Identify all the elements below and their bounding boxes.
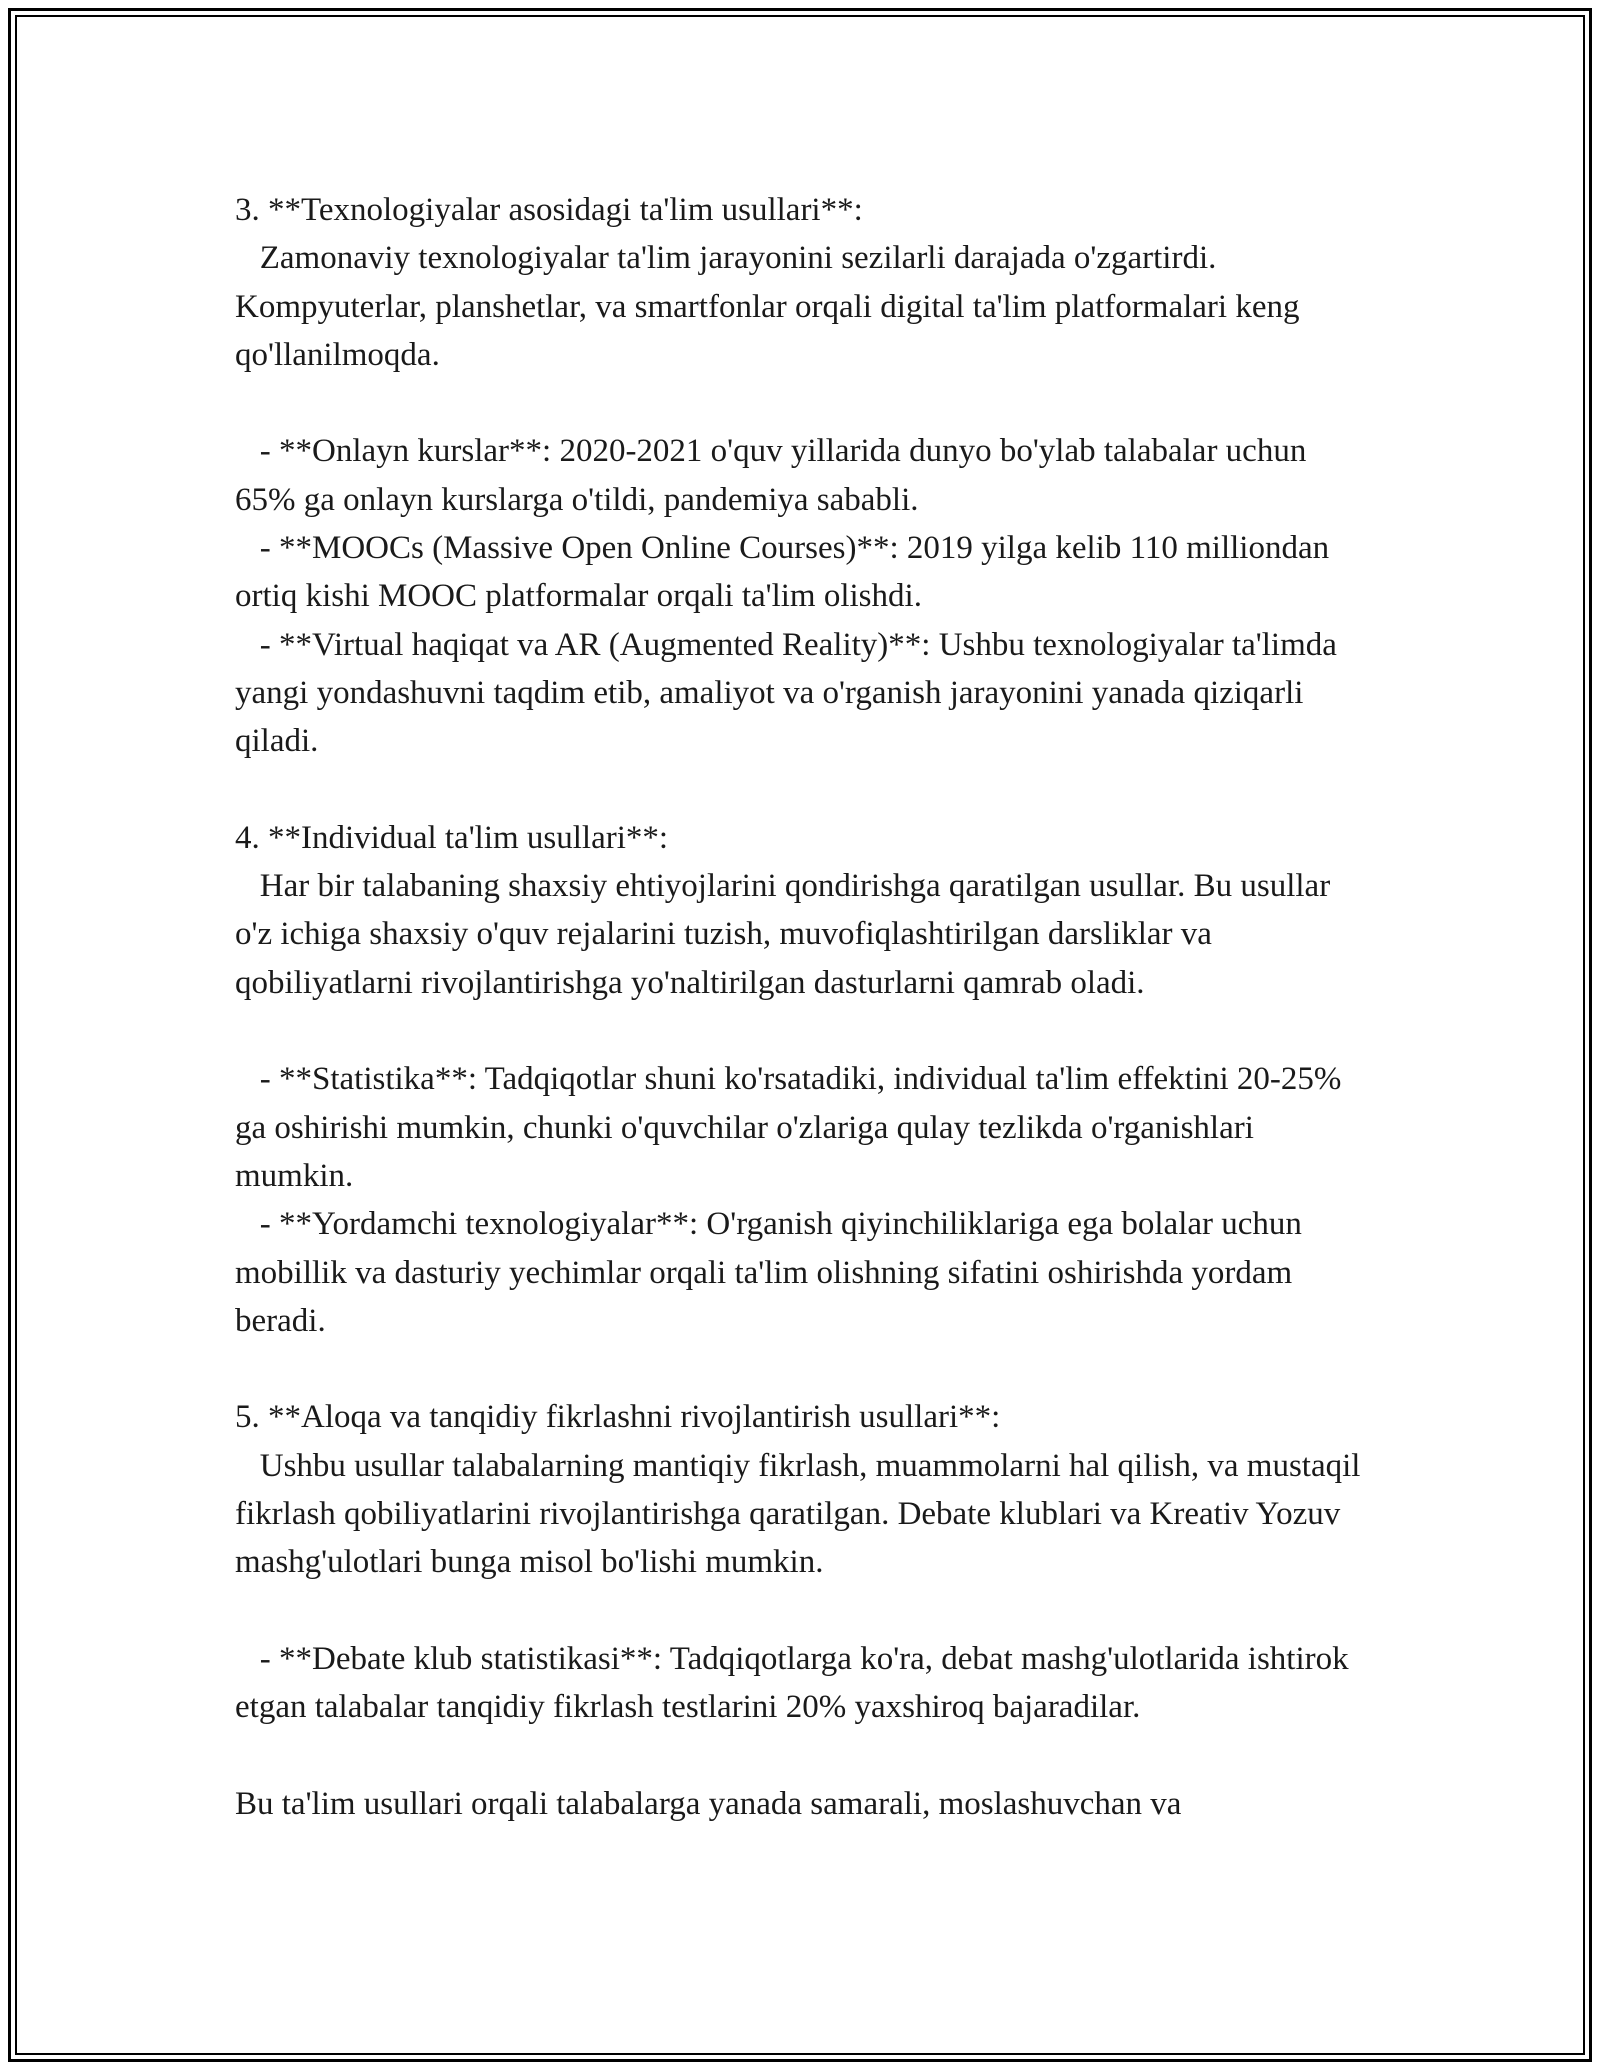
section-intro: Zamonaviy texnologiyalar ta'lim jarayonini sezilarli darajada o'zgartirdi. Kompyuterlar, planshetlar, va smartfonlar orqali digital ta'lim platformalari keng qo'llanilmoqda.	[235, 240, 1308, 373]
paragraph-gap	[235, 766, 1375, 814]
bullet-item: - **Statistika**: Tadqiqotlar shuni ko'rsatadiki, individual ta'lim effektini 20-25% ga oshirishi mumkin, chunki o'quvchilar o'zlariga qulay tezlikda o'rganishlari mumkin.	[235, 1061, 1350, 1194]
paragraph-gap	[235, 379, 1375, 427]
closing-paragraph: Bu ta'lim usullari orqali talabalarga yanada samarali, moslashuvchan va	[235, 1785, 1182, 1822]
bullet-item: - **Onlayn kurslar**: 2020-2021 o'quv yillarida dunyo bo'ylab talabalar uchun 65% ga onlayn kurslarga o'tildi, pandemiya sababli.	[235, 433, 1315, 518]
paragraph-gap	[235, 1345, 1375, 1393]
bullet-item: - **MOOCs (Massive Open Online Courses)**: 2019 yilga kelib 110 milliondan ortiq kishi MOOC platformalar orqali ta'lim olishdi.	[235, 530, 1338, 615]
section-heading: 5. **Aloqa va tanqidiy fikrlashni rivojlantirish usullari**:	[235, 1399, 1001, 1436]
paragraph-gap	[235, 1587, 1375, 1635]
document-body	[235, 186, 1375, 1828]
section-intro: Har bir talabaning shaxsiy ehtiyojlarini qondirishga qaratilgan usullar. Bu usullar o'z ichiga shaxsiy o'quv rejalarini tuzish, muvofiqlashtirilgan darsliklar va qobiliyatlarni rivojlantirishga yo'naltirilgan dasturlarni qamrab oladi.	[235, 868, 1339, 1001]
paragraph-gap	[235, 1732, 1375, 1780]
paragraph-gap	[235, 1007, 1375, 1055]
section-heading: 3. **Texnologiyalar asosidagi ta'lim usullari**:	[235, 192, 863, 228]
bullet-item: - **Debate klub statistikasi**: Tadqiqotlarga ko'ra, debat mashg'ulotlarida ishtirok etgan talabalar tanqidiy fikrlash testlarini 20% yaxshiroq bajaradilar.	[235, 1640, 1357, 1726]
section-intro: Ushbu usullar talabalarning mantiqiy fikrlash, muammolarni hal qilish, va mustaqil fikrlash qobiliyatlarini rivojlantirishga qaratilgan. Debate klublari va Kreativ Yozuv mashg'ulotlari bunga misol bo'lishi mumkin.	[235, 1447, 1369, 1581]
bullet-item: - **Yordamchi texnologiyalar**: O'rganish qiyinchiliklariga ega bolalar uchun mobillik va dasturiy yechimlar orqali ta'lim olishning sifatini oshirishda yordam beradi.	[235, 1206, 1311, 1339]
section-heading: 4. **Individual ta'lim usullari**:	[235, 819, 669, 856]
bullet-item: - **Virtual haqiqat va AR (Augmented Reality)**: Ushbu texnologiyalar ta'limda yangi yondashuvni taqdim etib, amaliyot va o'rganish jarayonini yanada qiziqarli qiladi.	[235, 626, 1346, 760]
